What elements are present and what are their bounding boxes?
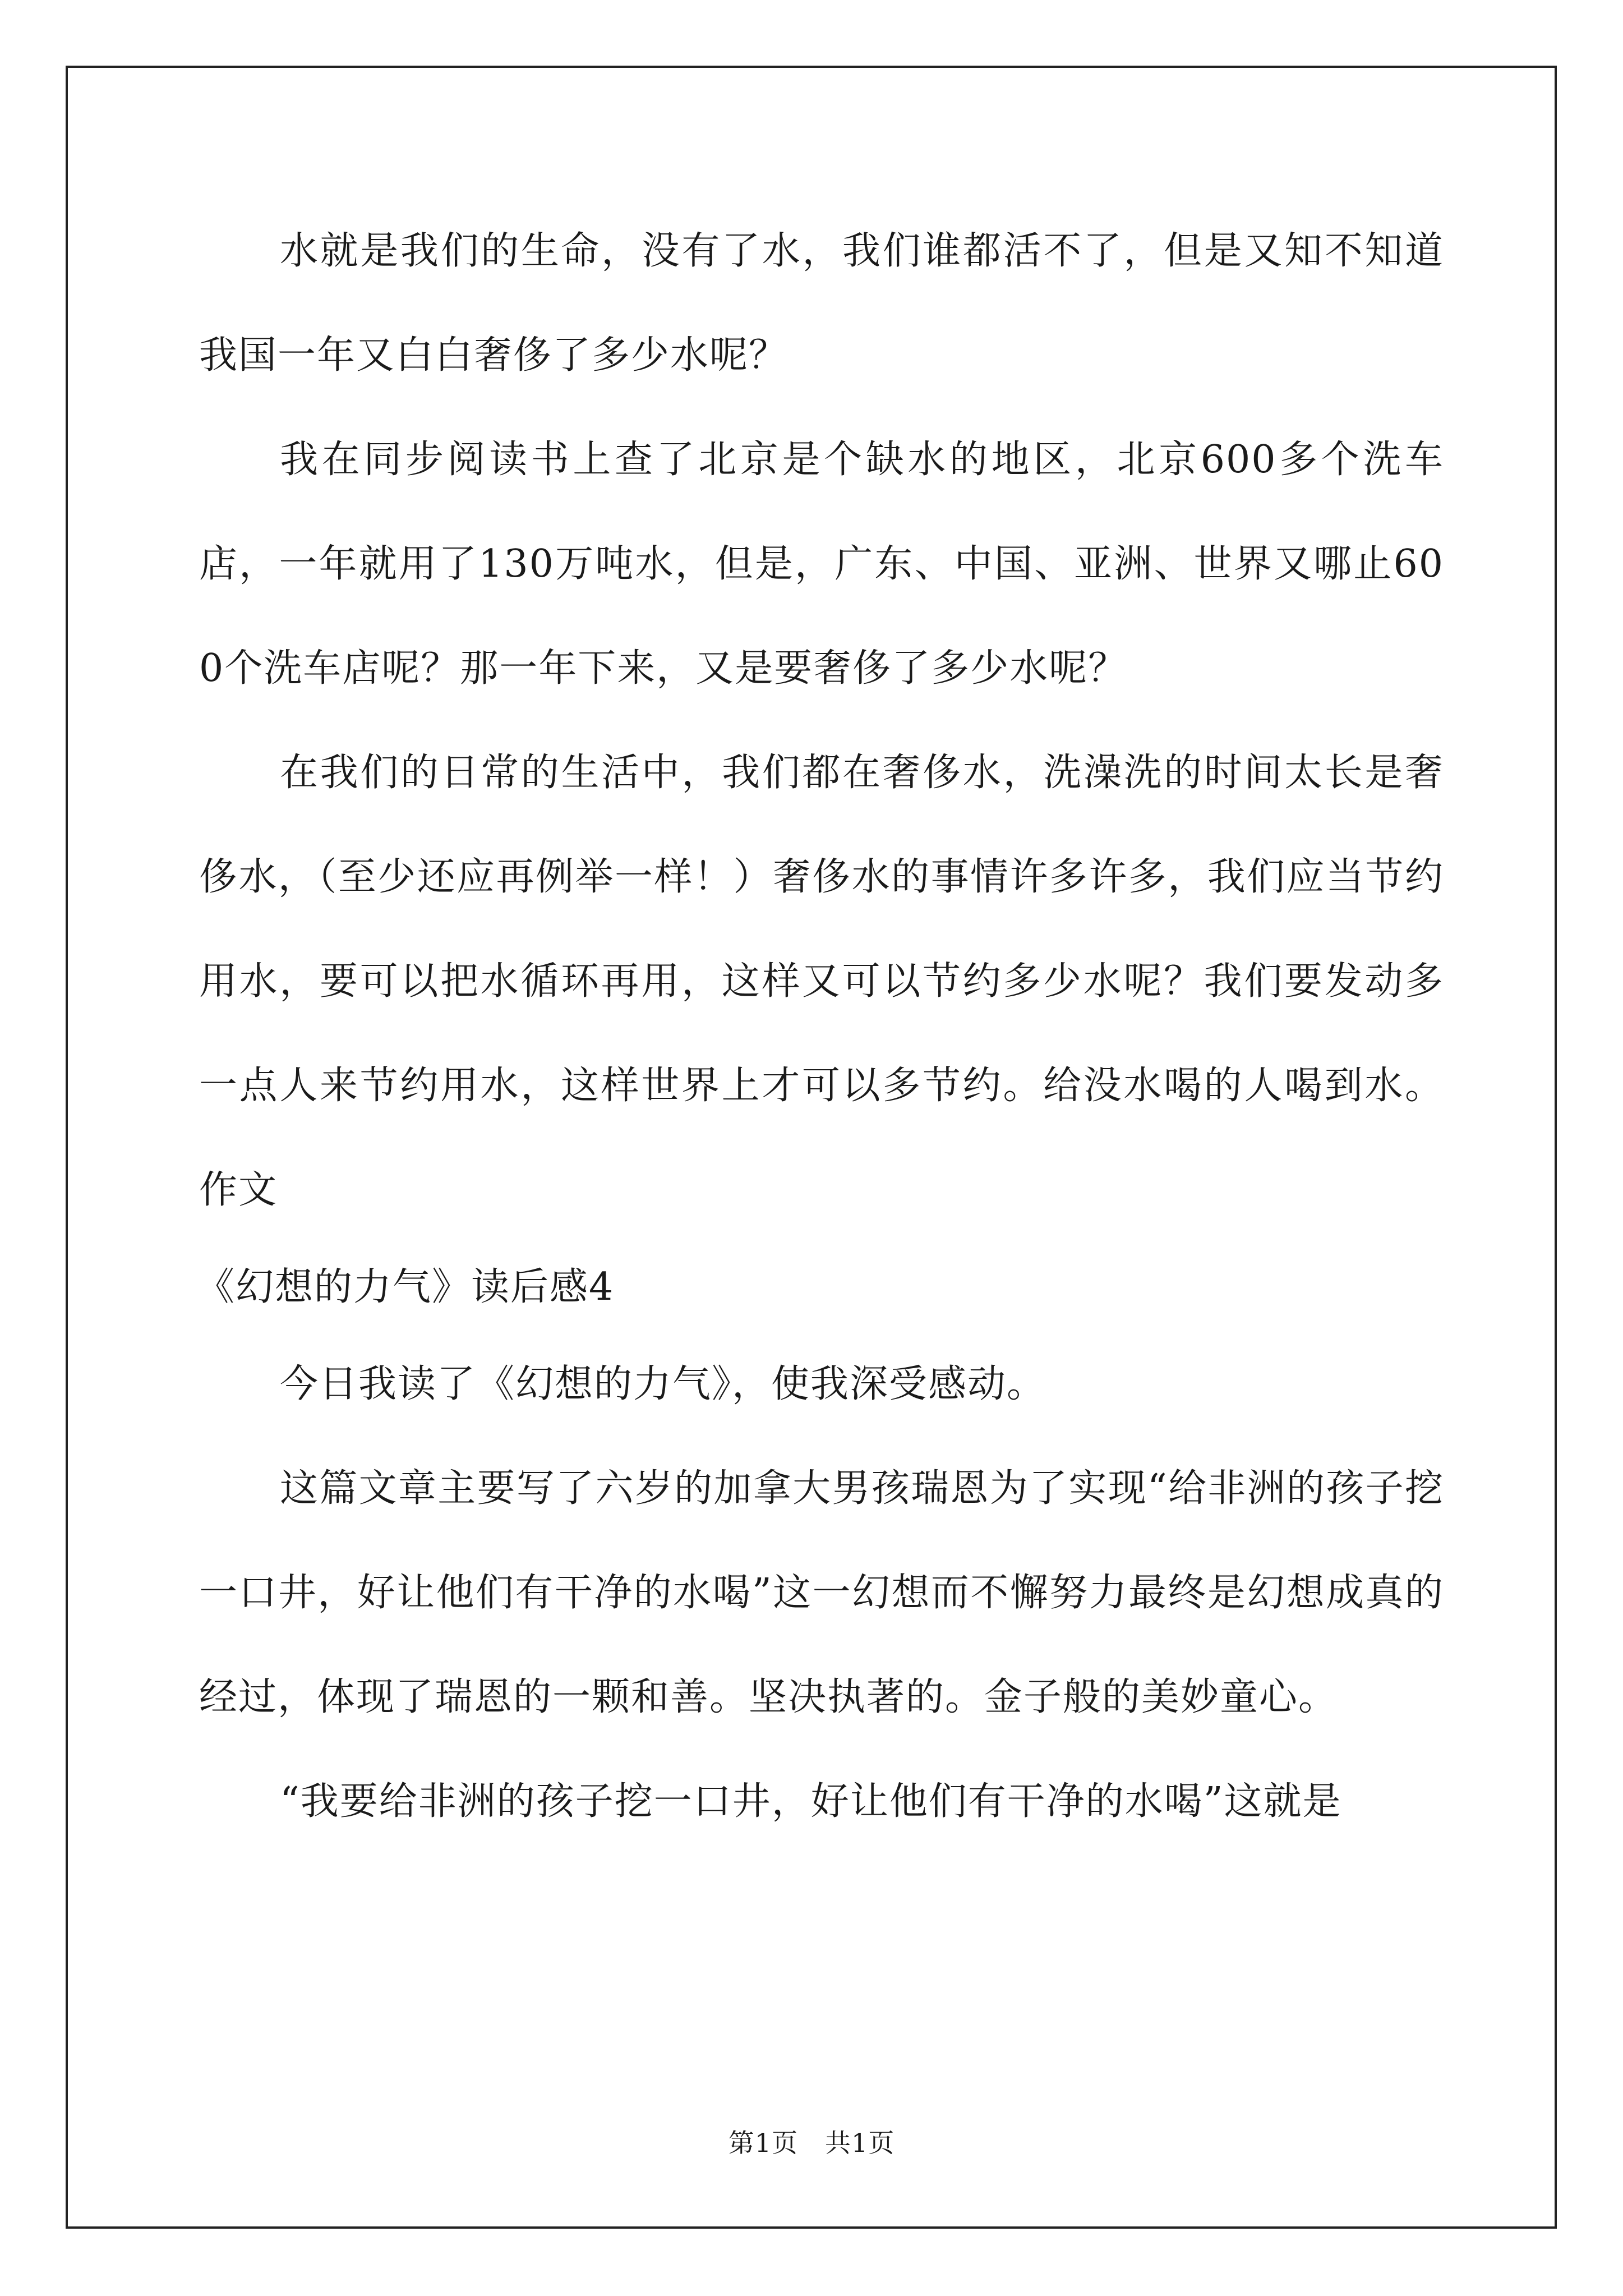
section-heading: 《幻想的力气》读后感4 (196, 1265, 615, 1309)
paragraph-beijing-carwash: 我在同步阅读书上查了北京是个缺水的地区，北京600多个洗车店，一年就用了130万吨水，但是，广东、中国、亚洲、世界又哪止600个洗车店呢？那一年下来，又是要奢侈了多少水呢？ (199, 438, 1444, 691)
paragraph-quote: “我要给非洲的孩子挖一口井，好让他们有干净的水喝”这就是 (280, 1779, 1342, 1824)
paragraph-read-today: 今日我读了《幻想的力气》，使我深受感动。 (280, 1362, 1046, 1406)
page-footer (0, 2126, 1623, 2160)
document-body (196, 199, 1444, 1854)
page-total: 共1页 (825, 2128, 895, 2158)
paragraph-water-life: 水就是我们的生命，没有了水，我们谁都活不了，但是又知不知道我国一年又白白奢侈了多少水呢？ (199, 229, 1444, 378)
paragraph-summary: 这篇文章主要写了六岁的加拿大男孩瑞恩为了实现“给非洲的孩子挖一口井，好让他们有干净的水喝”这一幻想而不懈努力最终是幻想成真的经过，体现了瑞恩的一颗和善。坚决执著的。金子般的美妙童心。 (199, 1466, 1444, 1719)
paragraph-daily-waste: 在我们的日常的生活中，我们都在奢侈水，洗澡洗的时间太长是奢侈水，（至少还应再例举一样！）奢侈水的事情许多许多，我们应当节约用水，要可以把水循环再用，这样又可以节约多少水呢？我们要发动多一点人来节约用水，这样世界上才可以多节约。给没水喝的人喝到水。作文 (199, 751, 1444, 1212)
page-number: 第1页 (728, 2128, 798, 2158)
